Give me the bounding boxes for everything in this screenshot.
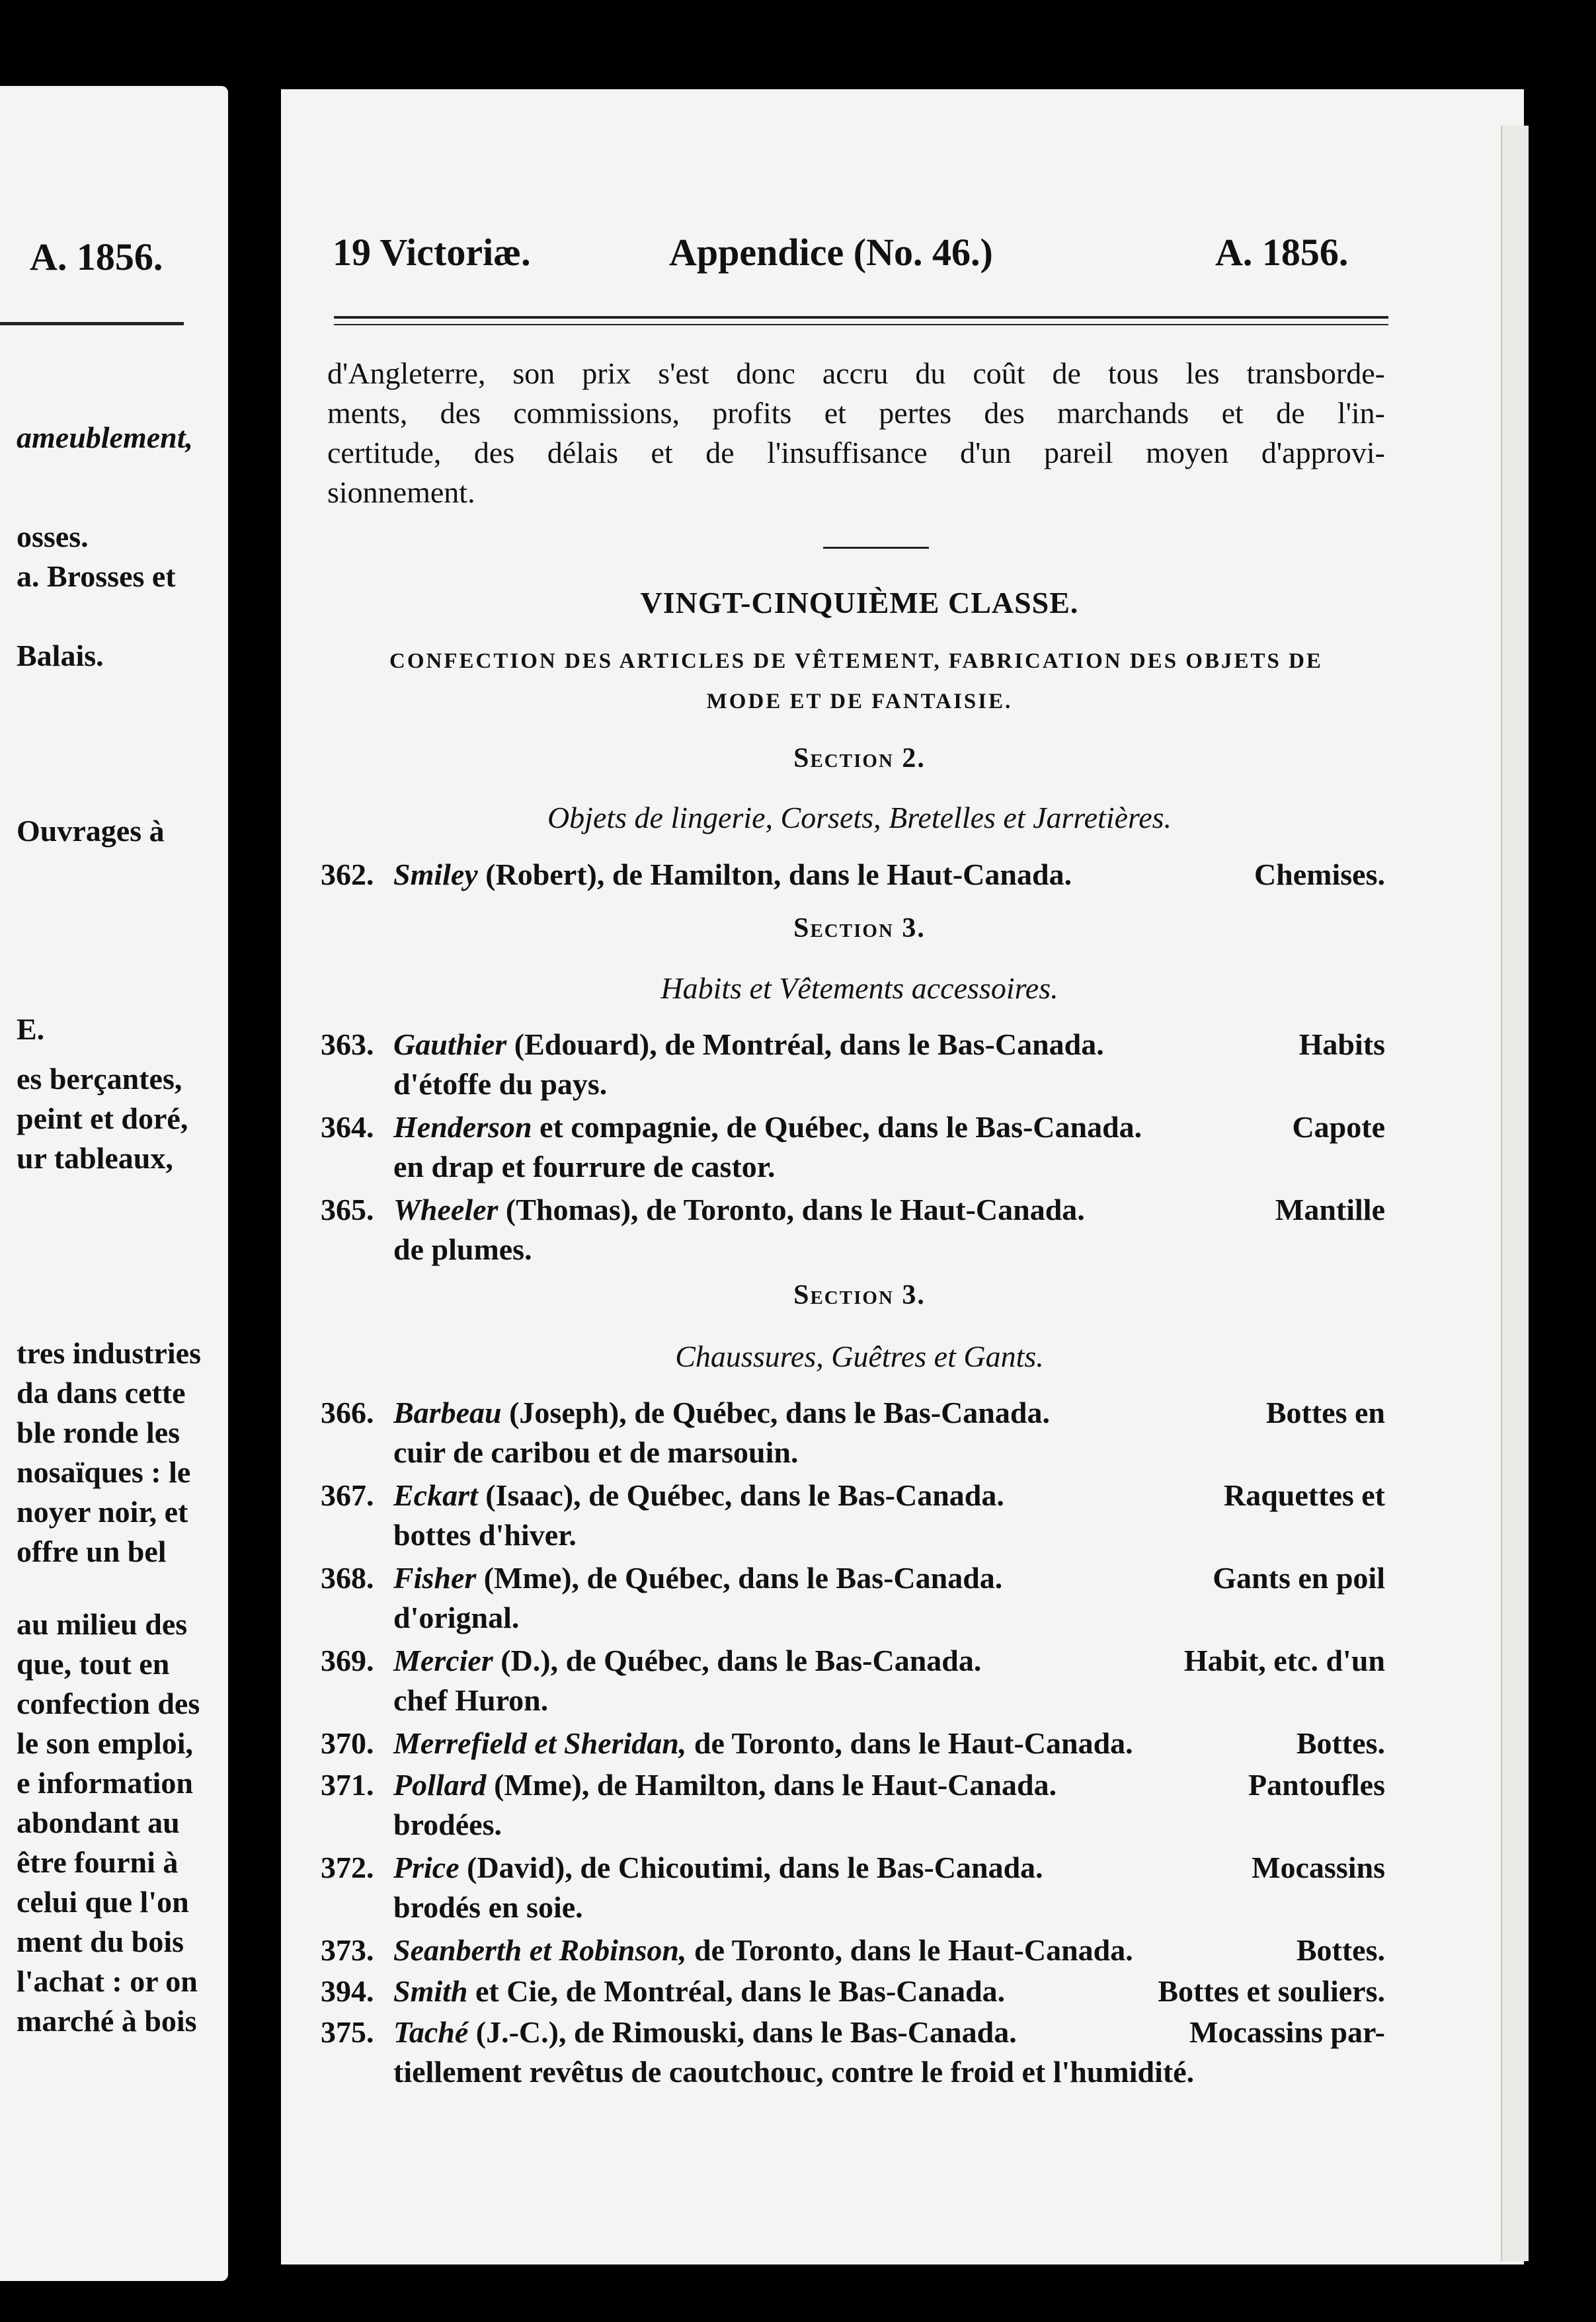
left-line: Ouvrages à: [17, 814, 165, 848]
left-line: abondant au: [17, 1806, 180, 1839]
exhibit-item: Bottes et souliers.: [1158, 1974, 1385, 2008]
header-center: Appendice (No. 46.): [669, 231, 993, 274]
exhibitor-name: Fisher: [393, 1561, 477, 1595]
exhibitor-location: (Mme), de Québec, dans le Bas-Canada.: [483, 1561, 1003, 1595]
entry-number: 394.: [321, 1974, 374, 2008]
header-right: A. 1856.: [1215, 231, 1349, 274]
entry-372: [321, 1848, 1385, 1927]
exhibitor-name: Merrefield et Sheridan,: [393, 1726, 687, 1760]
exhibitor-name: Henderson: [393, 1110, 532, 1144]
entry-continuation: cuir de caribou et de marsouin.: [393, 1435, 799, 1469]
exhibitor-location: et Cie, de Montréal, dans le Bas-Canada.: [475, 1974, 1006, 2008]
left-line: peint et doré,: [17, 1101, 188, 1135]
exhibit-item: Mocassins: [1252, 1851, 1385, 1884]
exhibit-item: Habit, etc. d'un: [1183, 1644, 1385, 1677]
intro-paragraph: [327, 354, 1385, 512]
entry-number: 370.: [321, 1726, 374, 1760]
exhibitor-location: et compagnie, de Québec, dans le Bas-Canada.: [539, 1110, 1142, 1144]
header-rule-thin: [334, 324, 1388, 325]
entry-number: 362.: [321, 858, 374, 891]
exhibitor-location: (Isaac), de Québec, dans le Bas-Canada.: [485, 1478, 1004, 1512]
entry-continuation: d'orignal.: [393, 1601, 520, 1634]
entry-363: [321, 1025, 1385, 1104]
exhibitor-location: (Robert), de Hamilton, dans le Haut-Canada.: [485, 858, 1072, 891]
exhibitor-location: (Thomas), de Toronto, dans le Haut-Canada.: [505, 1193, 1085, 1226]
entry-371: [321, 1765, 1385, 1845]
exhibit-item: Bottes en: [1265, 1396, 1385, 1429]
left-line: osses.: [17, 520, 89, 553]
intro-line: certitude, des délais et de l'insuffisance d'un pareil moyen d'approvi-: [327, 436, 1385, 469]
entry-394: [321, 1972, 1385, 2011]
left-line: ble ronde les: [17, 1416, 180, 1449]
exhibit-item: Habits: [1298, 1027, 1385, 1061]
entry-364: [321, 1107, 1385, 1187]
entry-number: 367.: [321, 1478, 374, 1512]
exhibitor-name: Barbeau: [393, 1396, 502, 1429]
class-subtitle-line-2: MODE ET DE FANTAISIE.: [706, 690, 1013, 713]
entry-continuation: brodés en soie.: [393, 1890, 583, 1924]
section-title: Habits et Vêtements accessoires.: [660, 971, 1058, 1005]
left-line: ment du bois: [17, 1925, 184, 1958]
entry-continuation: en drap et fourrure de castor.: [393, 1150, 776, 1183]
left-page-header: A. 1856.: [30, 235, 163, 278]
entry-number: 368.: [321, 1561, 374, 1595]
entry-366: [321, 1393, 1385, 1472]
header-rule: [334, 316, 1388, 319]
exhibitor-name: Price: [393, 1851, 459, 1884]
left-line: être fourni à: [17, 1845, 179, 1879]
class-subtitle-line-1: CONFECTION DES ARTICLES DE VÊTEMENT, FABRICATION DES OBJETS DE: [389, 649, 1323, 673]
exhibitor-location: de Toronto, dans le Haut-Canada.: [694, 1933, 1133, 1967]
exhibit-item: Capote: [1292, 1110, 1385, 1144]
left-line: e information: [17, 1766, 194, 1800]
left-line: Balais.: [17, 639, 104, 672]
section-heading: Section 2.: [793, 743, 926, 774]
left-line: celui que l'on: [17, 1885, 189, 1919]
section-heading: Section 3.: [793, 913, 926, 943]
entry-continuation: tiellement revêtus de caoutchouc, contre le froid et l'humidité.: [393, 2055, 1195, 2089]
exhibitor-name: Smith: [393, 1974, 468, 2008]
exhibit-item: Gants en poil: [1213, 1561, 1385, 1595]
left-line: le son emploi,: [17, 1726, 194, 1760]
exhibit-item: Bottes.: [1296, 1726, 1385, 1760]
left-line: confection des: [17, 1687, 200, 1720]
exhibitor-name: Smiley: [393, 858, 478, 891]
left-line: marché à bois: [17, 2004, 197, 2038]
left-line: ameublement,: [17, 420, 194, 454]
entry-365: [321, 1190, 1385, 1269]
entry-370: [321, 1724, 1385, 1763]
entry-continuation: chef Huron.: [393, 1683, 549, 1717]
exhibitor-name: Wheeler: [393, 1193, 499, 1226]
section-title: Chaussures, Guêtres et Gants.: [675, 1340, 1044, 1373]
entry-number: 375.: [321, 2015, 374, 2049]
exhibit-item: Bottes.: [1296, 1933, 1385, 1967]
entry-362: [321, 855, 1385, 895]
exhibitor-location: (Joseph), de Québec, dans le Bas-Canada.: [509, 1396, 1050, 1429]
section-heading: Section 3.: [793, 1280, 926, 1310]
left-line: au milieu des: [17, 1607, 188, 1641]
exhibit-item: Mantille: [1275, 1193, 1385, 1226]
intro-line: ments, des commissions, profits et pertes des marchands et de l'in-: [327, 396, 1385, 430]
page-edge: [1501, 126, 1529, 2261]
header-left: 19 Victoriæ.: [333, 231, 531, 274]
entry-number: 373.: [321, 1933, 374, 1967]
left-line: ur tableaux,: [17, 1141, 173, 1175]
exhibit-item: Raquettes et: [1224, 1478, 1385, 1512]
entry-number: 366.: [321, 1396, 374, 1429]
entry-number: 369.: [321, 1644, 374, 1677]
entry-number: 363.: [321, 1027, 374, 1061]
exhibitor-name: Taché: [393, 2015, 469, 2049]
left-line: da dans cette: [17, 1376, 186, 1410]
entry-number: 365.: [321, 1193, 374, 1226]
exhibitor-location: de Toronto, dans le Haut-Canada.: [694, 1726, 1133, 1760]
left-line: nosaïques : le: [17, 1455, 191, 1489]
entry-continuation: d'étoffe du pays.: [393, 1067, 608, 1101]
left-line: offre un bel: [17, 1535, 167, 1568]
exhibitor-location: (Edouard), de Montréal, dans le Bas-Canada.: [514, 1027, 1104, 1061]
entry-368: [321, 1558, 1385, 1638]
entry-369: [321, 1641, 1385, 1720]
separator-rule: [823, 547, 929, 549]
left-line: noyer noir, et: [17, 1495, 188, 1529]
exhibitor-name: Mercier: [393, 1644, 493, 1677]
entry-continuation: bottes d'hiver.: [393, 1518, 577, 1552]
exhibit-item: Pantoufles: [1248, 1768, 1385, 1802]
entry-number: 364.: [321, 1110, 374, 1144]
exhibitor-name: Pollard: [393, 1768, 487, 1802]
left-line: E.: [17, 1012, 45, 1046]
exhibitor-location: (David), de Chicoutimi, dans le Bas-Canada.: [467, 1851, 1043, 1884]
exhibitor-location: (D.), de Québec, dans le Bas-Canada.: [500, 1644, 982, 1677]
left-line: l'achat : or on: [17, 1964, 198, 1998]
entry-373: [321, 1931, 1385, 1970]
entry-number: 371.: [321, 1768, 374, 1802]
class-title: VINGT-CINQUIÈME CLASSE.: [640, 586, 1079, 620]
entry-367: [321, 1476, 1385, 1555]
left-line: que, tout en: [17, 1647, 170, 1681]
entry-number: 372.: [321, 1851, 374, 1884]
exhibit-item: Chemises.: [1254, 858, 1385, 891]
intro-line: sionnement.: [327, 475, 475, 509]
entry-continuation: brodées.: [393, 1808, 502, 1841]
entry-375: [321, 2013, 1385, 2092]
exhibitor-location: (J.-C.), de Rimouski, dans le Bas-Canada.: [475, 2015, 1017, 2049]
left-line: tres industries: [17, 1336, 201, 1370]
left-line: es berçantes,: [17, 1062, 182, 1096]
section-title: Objets de lingerie, Corsets, Bretelles et Jarretières.: [547, 801, 1172, 834]
exhibitor-name: Eckart: [393, 1478, 478, 1512]
intro-line: d'Angleterre, son prix s'est donc accru du coût de tous les transborde-: [327, 356, 1385, 390]
exhibit-item: Mocassins par-: [1189, 2015, 1385, 2049]
left-line: a. Brosses et: [17, 559, 176, 593]
entry-continuation: de plumes.: [393, 1232, 532, 1266]
left-header-rule: [0, 322, 184, 325]
exhibitor-name: Seanberth et Robinson,: [393, 1933, 687, 1967]
exhibitor-location: (Mme), de Hamilton, dans le Haut-Canada.: [494, 1768, 1057, 1802]
exhibitor-name: Gauthier: [393, 1027, 507, 1061]
